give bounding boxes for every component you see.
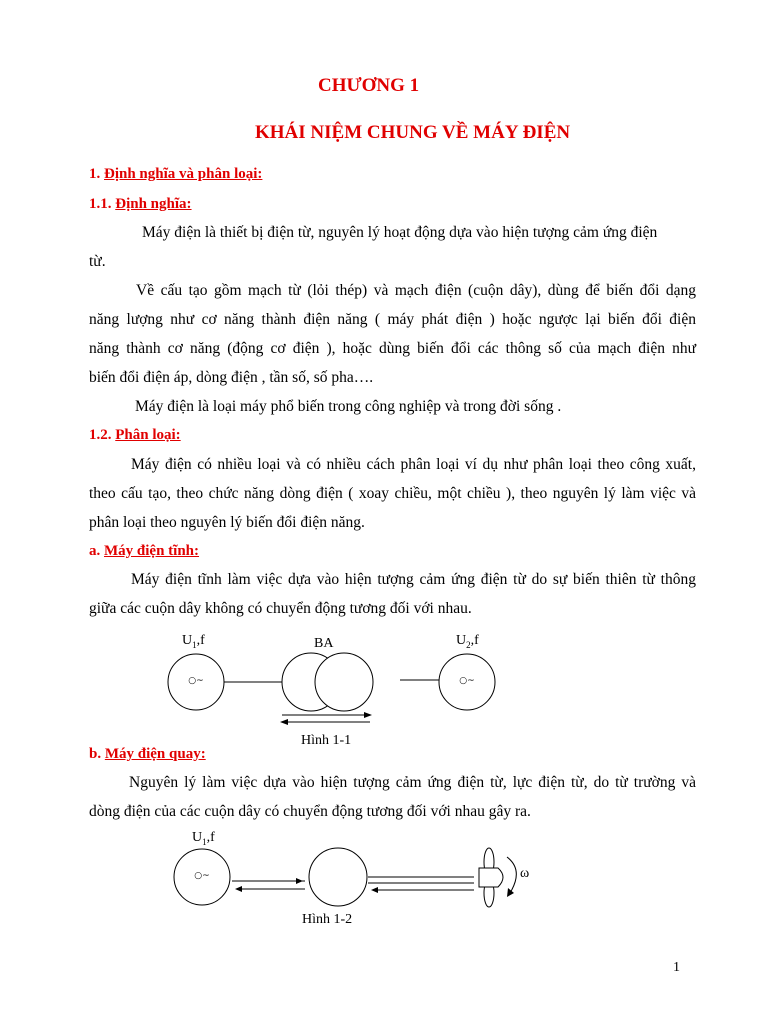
chapter-heading: CHƯƠNG 1 bbox=[318, 75, 420, 96]
paragraph-line: theo cấu tạo, theo chức năng dòng điện ( xoay chiều, một chiều ), theo nguyên lý làm việc và bbox=[89, 485, 696, 502]
chapter-title: KHÁI NIỆM CHUNG VỀ MÁY ĐIỆN bbox=[255, 122, 571, 143]
section-number: b. bbox=[89, 746, 102, 762]
omega-label: ω bbox=[520, 866, 530, 881]
machine-circle bbox=[309, 848, 367, 906]
paragraph-line: năng thành cơ năng (động cơ điện ), hoặc dùng biến đổi các thông số của mạch điện như bbox=[89, 340, 696, 357]
paragraph-line: giữa các cuộn dây không có chuyển động tương đối với nhau. bbox=[89, 600, 472, 617]
turbine-hub bbox=[479, 868, 503, 887]
u1-label: $U_1,f$ bbox=[192, 830, 215, 847]
paragraph-line: Nguyên lý làm việc dựa vào hiện tượng cảm ứng điện từ, lực điện từ, do từ trường và bbox=[129, 774, 696, 791]
section-number: 1.2. bbox=[89, 427, 112, 443]
section-title: Định nghĩa và phân loại: bbox=[104, 166, 263, 182]
figure-1-2-caption: Hình 1-2 bbox=[302, 912, 353, 927]
ac-symbol-icon: ○~ bbox=[188, 676, 204, 686]
ba-label: BA bbox=[314, 636, 334, 651]
figure-1-1-caption: Hình 1-1 bbox=[301, 733, 352, 748]
u1-label: $U_1,f$ bbox=[182, 633, 205, 650]
section-title: Định nghĩa: bbox=[115, 196, 192, 212]
paragraph-line: biến đổi điện áp, dòng điện , tần số, số pha…. bbox=[89, 369, 374, 386]
section-number: a. bbox=[89, 543, 101, 559]
paragraph-line: từ. bbox=[89, 253, 106, 270]
paragraph-line: Máy điện tĩnh làm việc dựa vào hiện tượng cảm ứng điện từ do sự biến thiên từ thông bbox=[131, 571, 696, 588]
paragraph-line: năng lượng như cơ năng thành điện năng ( máy phát điện ) hoặc ngược lại biến đổi điện bbox=[89, 311, 696, 328]
ac-symbol-icon: ○~ bbox=[459, 676, 475, 686]
rotation-arc bbox=[507, 857, 516, 893]
paragraph-line: Về cấu tạo gồm mạch từ (lỏi thép) và mạch điện (cuộn dây), dùng để biến đổi dạng bbox=[136, 282, 696, 299]
paragraph-line: Máy điện là loại máy phổ biến trong công nghiệp và trong đời sống . bbox=[135, 398, 562, 415]
paragraph-line: Máy điện là thiết bị điện từ, nguyên lý hoạt động dựa vào hiện tượng cảm ứng điện bbox=[142, 224, 658, 241]
section-title: Phân loại: bbox=[115, 427, 181, 443]
section-number: 1.1. bbox=[89, 196, 112, 212]
paragraph-line: Máy điện có nhiều loại và có nhiều cách phân loại ví dụ như phân loại theo công xuất, bbox=[131, 456, 696, 473]
paragraph-line: dòng điện của các cuộn dây có chuyển động tương đối với nhau gây ra. bbox=[89, 803, 531, 820]
ac-symbol-icon: ○~ bbox=[194, 871, 210, 881]
paragraph-line: phân loại theo nguyên lý biến đổi điện năng. bbox=[89, 514, 365, 531]
section-number: 1. bbox=[89, 166, 101, 182]
section-title: Máy điện tĩnh: bbox=[104, 543, 200, 559]
u2-label: $U_2,f$ bbox=[456, 633, 479, 650]
page-number: 1 bbox=[673, 960, 680, 975]
section-title: Máy điện quay: bbox=[104, 746, 206, 762]
